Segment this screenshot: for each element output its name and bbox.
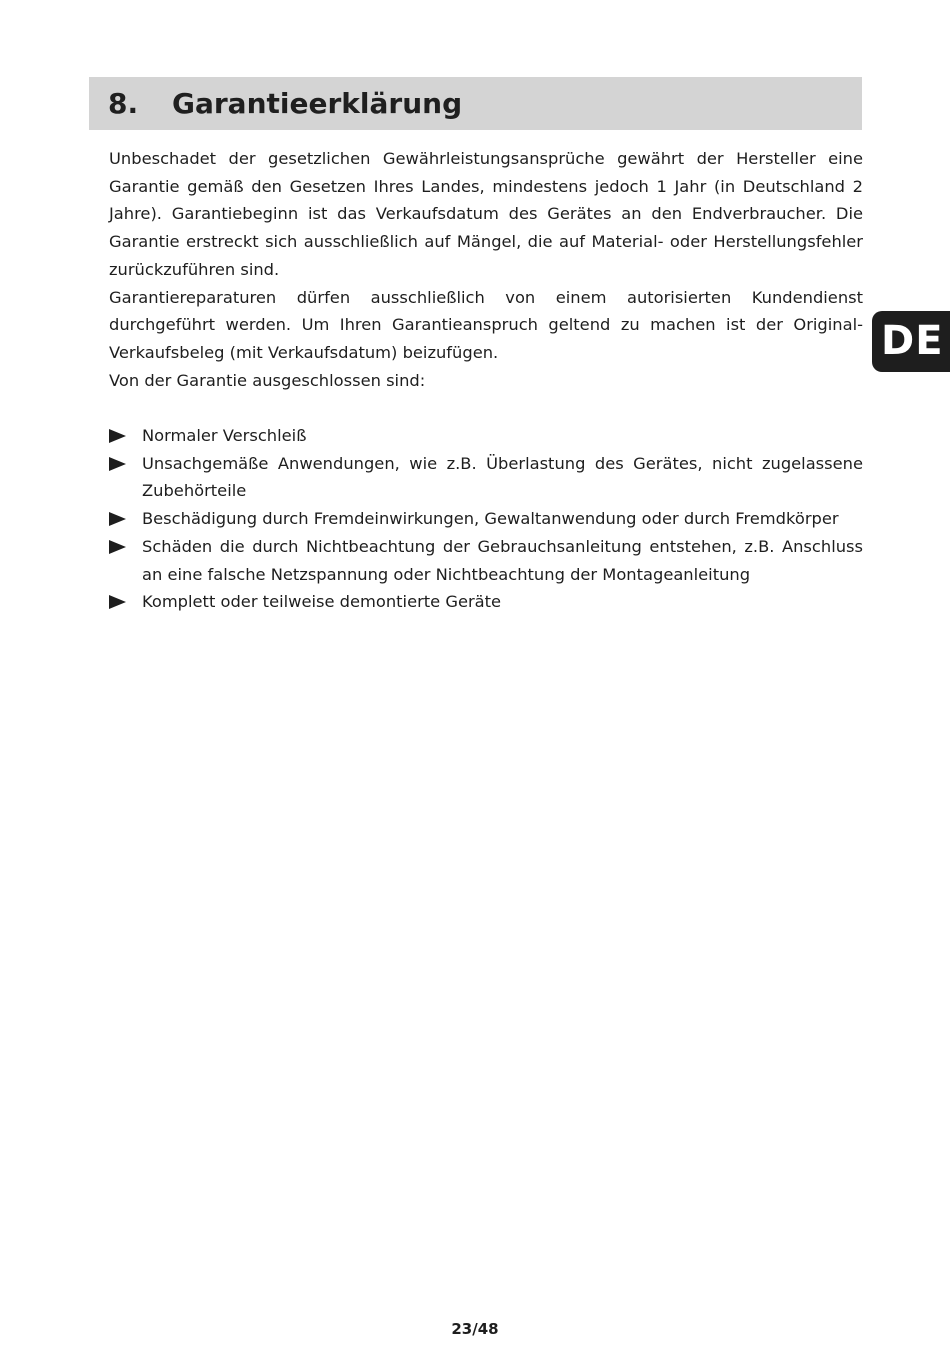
section-number: 8. bbox=[108, 87, 139, 120]
bullet-arrow-icon bbox=[109, 512, 126, 526]
section-heading bbox=[89, 77, 862, 130]
bullet-arrow-icon bbox=[109, 540, 126, 554]
list-item bbox=[109, 422, 863, 450]
list-item-text: Unsachgemäße Anwendungen, wie z.B. Überlastung des Gerätes, nicht zugelassene Zubehörteile bbox=[142, 453, 863, 501]
exclusions-list bbox=[109, 422, 863, 616]
list-item-text: Komplett oder teilweise demontierte Geräte bbox=[142, 592, 502, 612]
warranty-paragraph: Unbeschadet der gesetzlichen Gewährleistungsansprüche gewährt der Hersteller eine Garantie gemäß den Gesetzen Ihres Landes, mindestens jedoch 1 Jahr (in Deutschland 2 Jahre). Garantiebeginn ist das Verkaufsdatum des Gerätes an den Endverbraucher. Die Garantie erstreckt sich ausschließlich auf Mängel, die auf Material- oder Herstellungsfehler zurückzuführen sind. bbox=[109, 149, 863, 279]
language-tab: DE bbox=[872, 311, 950, 372]
list-item-text: Schäden die durch Nichtbeachtung der Gebrauchsanleitung entstehen, z.B. Anschluss an eine falsche Netzspannung oder Nichtbeachtung der Montageanleitung bbox=[142, 536, 863, 584]
exclusions-intro: Von der Garantie ausgeschlossen sind: bbox=[109, 370, 426, 390]
page-number: 23/48 bbox=[451, 1320, 499, 1338]
bullet-arrow-icon bbox=[109, 595, 126, 609]
warranty-body bbox=[109, 145, 863, 616]
list-item bbox=[109, 505, 863, 533]
list-item-text: Beschädigung durch Fremdeinwirkungen, Gewaltanwendung oder durch Fremdkörper bbox=[142, 509, 839, 529]
bullet-arrow-icon bbox=[109, 457, 126, 471]
list-item bbox=[109, 450, 863, 505]
bullet-arrow-icon bbox=[109, 429, 126, 443]
repair-paragraph: Garantiereparaturen dürfen ausschließlich von einem autorisierten Kundendienst durchgeführt werden. Um Ihren Garantieanspruch geltend zu machen ist der Original-Verkaufsbeleg (mit Verkaufsdatum) beizufügen. bbox=[109, 287, 863, 362]
list-item-text: Normaler Verschleiß bbox=[142, 426, 307, 446]
list-item bbox=[109, 588, 863, 616]
list-item bbox=[109, 533, 863, 588]
section-title: Garantieerklärung bbox=[172, 87, 463, 120]
